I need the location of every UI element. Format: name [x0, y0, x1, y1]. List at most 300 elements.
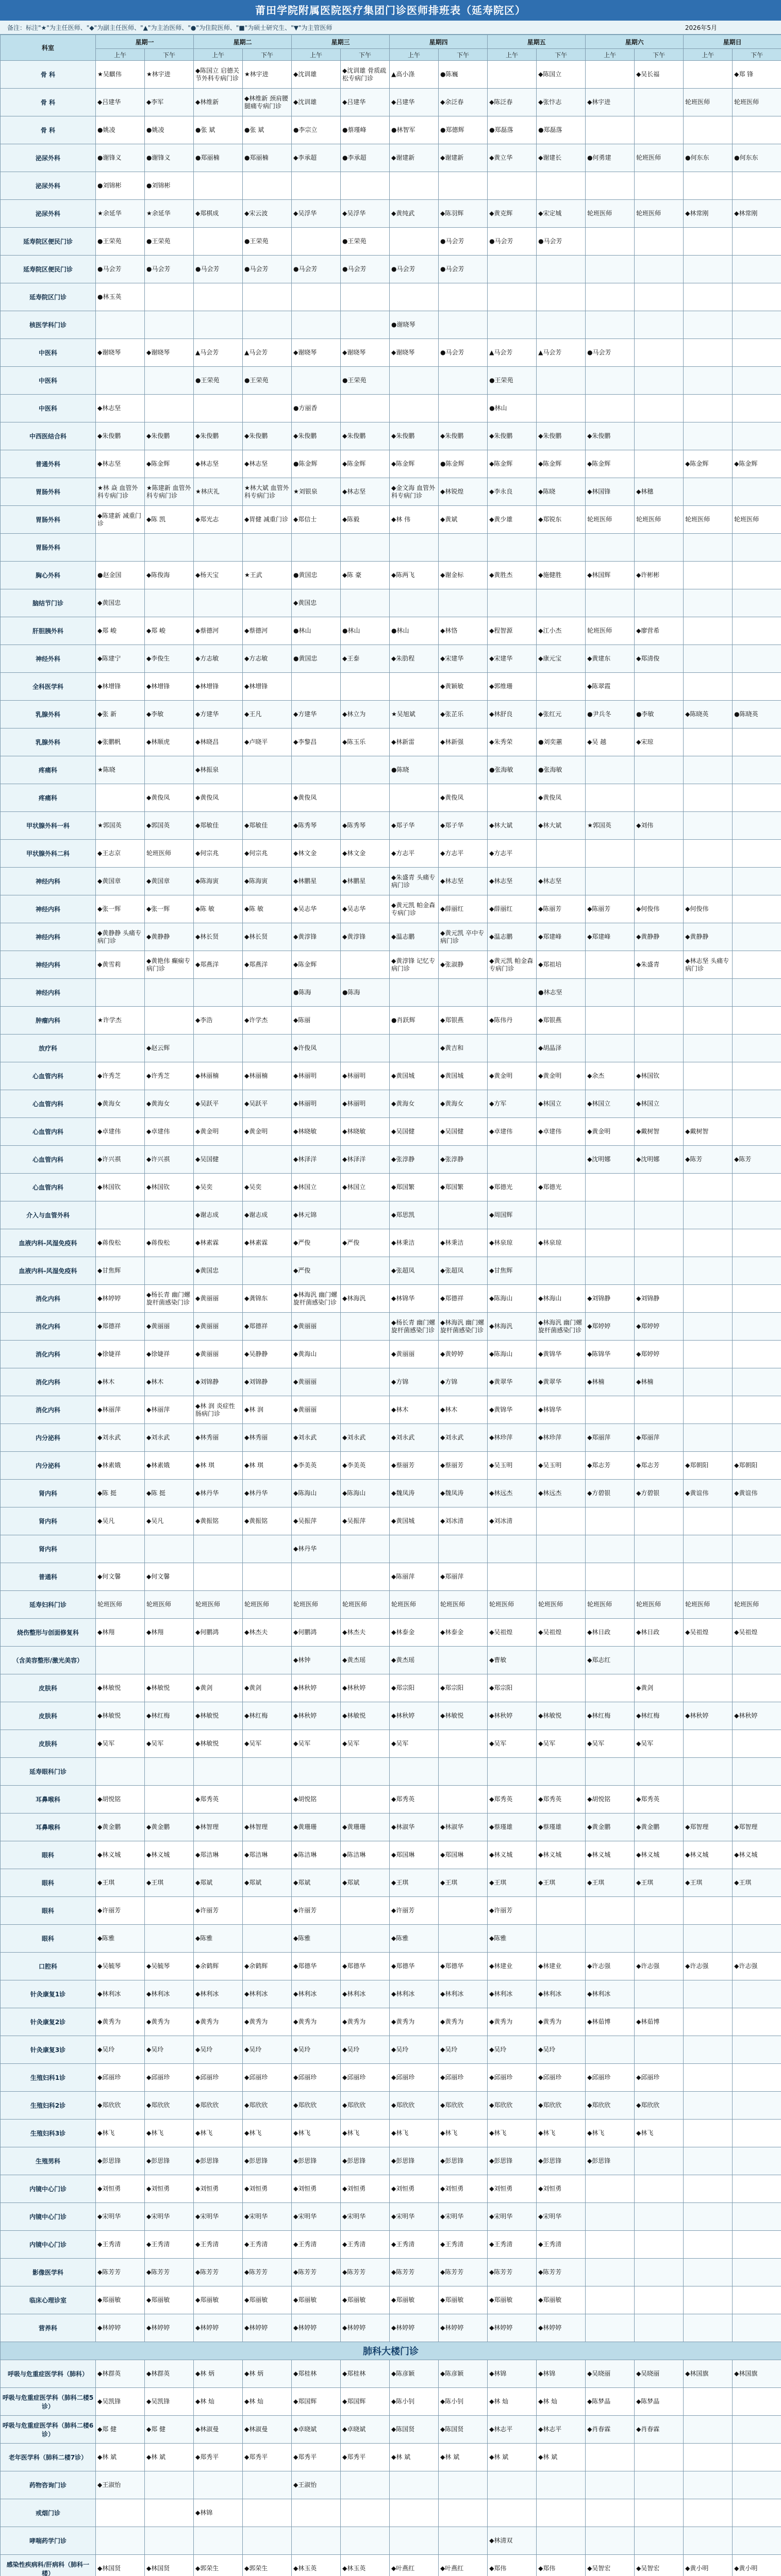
- schedule-cell: [684, 2008, 733, 2036]
- schedule-cell: [145, 1007, 194, 1035]
- schedule-cell: ◆郑宗阳: [488, 1674, 537, 1702]
- schedule-cell: [733, 2092, 781, 2120]
- schedule-cell: [684, 784, 733, 812]
- schedule-cell: [635, 422, 684, 450]
- table-row: [1, 756, 781, 784]
- table-row: [1, 2175, 781, 2203]
- schedule-cell: [145, 395, 194, 422]
- dept-cell: 哮喘药学门诊: [1, 2527, 96, 2555]
- dept-cell: （含美容整形/激光美容）: [1, 1647, 96, 1674]
- schedule-cell: ◆林飞: [635, 2120, 684, 2147]
- schedule-cell: [586, 1925, 635, 1953]
- schedule-cell: ◆陈丽萍: [390, 1563, 439, 1591]
- schedule-cell: ◆林淑曼: [243, 2416, 292, 2444]
- schedule-cell: ◆黄翠华: [488, 1368, 537, 1396]
- schedule-cell: ◆朱盛青 头痛专病门诊: [390, 868, 439, 895]
- schedule-cell: ◆张芷乐: [439, 701, 488, 728]
- schedule-cell: [635, 89, 684, 116]
- schedule-cell: [684, 283, 733, 311]
- schedule-cell: ◆林国钦: [96, 1174, 145, 1201]
- schedule-cell: [390, 1035, 439, 1062]
- dept-cell: 心血管内科: [1, 1062, 96, 1090]
- schedule-cell: ◆吴国健: [390, 1118, 439, 1146]
- schedule-cell: ◆方志平: [439, 840, 488, 868]
- schedule-cell: ◆郑欣欣: [488, 2092, 537, 2120]
- dept-cell: 肿瘤内科: [1, 1007, 96, 1035]
- dept-cell: 骨 科: [1, 89, 96, 116]
- schedule-cell: [733, 673, 781, 701]
- schedule-cell: [488, 1035, 537, 1062]
- schedule-cell: ◆朱俊鹏: [439, 422, 488, 450]
- schedule-cell: [733, 395, 781, 422]
- schedule-cell: [439, 1535, 488, 1563]
- schedule-cell: [488, 256, 537, 283]
- schedule-cell: ◆黄杰瑶: [341, 1647, 390, 1674]
- table-row: [1, 228, 781, 256]
- schedule-cell: ◆陈芳芳: [439, 2259, 488, 2286]
- schedule-cell: [733, 728, 781, 756]
- schedule-cell: ◆宋明华: [292, 2203, 341, 2231]
- dept-cell: 神经内科: [1, 979, 96, 1007]
- schedule-cell: ◆林茹博: [635, 2008, 684, 2036]
- schedule-cell: [635, 1897, 684, 1925]
- schedule-cell: ◆林常刚: [733, 200, 781, 228]
- schedule-cell: ◆吴玲: [145, 2036, 194, 2064]
- schedule-cell: ◆林利冰: [586, 1980, 635, 2008]
- schedule-cell: [292, 2527, 341, 2555]
- schedule-cell: [684, 1313, 733, 1341]
- schedule-cell: ◆张忭志: [537, 89, 586, 116]
- schedule-cell: 轮班医师: [684, 506, 733, 534]
- schedule-cell: ◆黄金明: [488, 1062, 537, 1090]
- table-row: [1, 1591, 781, 1619]
- schedule-cell: ◆许丽芳: [194, 1897, 243, 1925]
- table-row: [1, 478, 781, 506]
- schedule-cell: ◆陈芳: [684, 1146, 733, 1174]
- schedule-cell: ◆林秀丽: [243, 1424, 292, 1452]
- table-row: [1, 200, 781, 228]
- half-day-header-row: [1, 49, 781, 61]
- schedule-cell: ◆郑斌: [341, 1869, 390, 1897]
- schedule-cell: [684, 1174, 733, 1201]
- schedule-cell: [684, 311, 733, 339]
- schedule-cell: ◆陈雅: [194, 1925, 243, 1953]
- schedule-cell: ●刘锦彬: [145, 172, 194, 200]
- schedule-cell: ◆郭国英: [145, 812, 194, 840]
- schedule-cell: ◆黄丽丽: [194, 1313, 243, 1341]
- schedule-cell: [341, 311, 390, 339]
- schedule-cell: [243, 1786, 292, 1814]
- schedule-cell: ◆郑秀英: [488, 1786, 537, 1814]
- schedule-cell: ◆林楠: [635, 1368, 684, 1396]
- schedule-cell: ◆林飞: [341, 2120, 390, 2147]
- schedule-cell: [586, 868, 635, 895]
- dept-cell: 神经内科: [1, 951, 96, 979]
- schedule-cell: ◆林翔: [145, 1619, 194, 1647]
- dept-cell: 骨 科: [1, 61, 96, 89]
- schedule-cell: [733, 2527, 781, 2555]
- schedule-cell: ◆李永良: [488, 478, 537, 506]
- schedule-cell: [586, 2231, 635, 2259]
- table-row: [1, 701, 781, 728]
- schedule-cell: ◆谢晓琴: [96, 339, 145, 367]
- schedule-cell: ◆陈毅: [341, 506, 390, 534]
- schedule-cell: ◆黄金明: [586, 1118, 635, 1146]
- table-row: [1, 367, 781, 395]
- schedule-cell: [292, 2499, 341, 2527]
- schedule-cell: ◆林 斌: [145, 2444, 194, 2471]
- dept-cell: 皮肤科: [1, 1702, 96, 1730]
- schedule-cell: ◆邱丽珍: [488, 2064, 537, 2092]
- schedule-cell: ◆卓晓斌: [292, 2416, 341, 2444]
- pm-header: 下午: [341, 49, 390, 61]
- schedule-cell: ★郭国英: [586, 812, 635, 840]
- schedule-cell: ◆刘永武: [341, 1424, 390, 1452]
- schedule-cell: ◆林智理: [243, 1814, 292, 1841]
- schedule-cell: ◆林素霖: [243, 1229, 292, 1257]
- schedule-cell: [733, 311, 781, 339]
- schedule-cell: ◆林锐煌: [439, 478, 488, 506]
- schedule-cell: [733, 2388, 781, 2416]
- schedule-cell: ◆王琪: [684, 1869, 733, 1897]
- schedule-cell: ◆吴玲: [96, 2036, 145, 2064]
- schedule-cell: ◆林泰金: [390, 1619, 439, 1647]
- schedule-cell: ◆林志坚: [243, 450, 292, 478]
- schedule-cell: ◆陈玉乐: [341, 728, 390, 756]
- table-row: [1, 506, 781, 534]
- schedule-cell: [733, 283, 781, 311]
- schedule-cell: ◆郑朝阳: [684, 1452, 733, 1480]
- schedule-cell: ◆李浩: [194, 1007, 243, 1035]
- schedule-cell: ◆郑子华: [390, 812, 439, 840]
- schedule-cell: [733, 2259, 781, 2286]
- schedule-cell: [635, 840, 684, 868]
- schedule-cell: ◆吴玲: [439, 2036, 488, 2064]
- schedule-cell: [684, 1424, 733, 1452]
- table-row: [1, 1480, 781, 1507]
- schedule-cell: [684, 2120, 733, 2147]
- schedule-cell: ◆施健胜: [537, 562, 586, 589]
- schedule-cell: [635, 2314, 684, 2342]
- schedule-cell: [733, 1396, 781, 1424]
- schedule-cell: [733, 1925, 781, 1953]
- table-row: [1, 1925, 781, 1953]
- schedule-cell: 轮班医师: [684, 89, 733, 116]
- schedule-cell: [341, 1201, 390, 1229]
- schedule-cell: [733, 1647, 781, 1674]
- schedule-cell: ◆陈海山: [488, 1341, 537, 1368]
- schedule-cell: ◆林婷婷: [243, 2314, 292, 2342]
- schedule-cell: [684, 2092, 733, 2120]
- pm-header: 下午: [439, 49, 488, 61]
- schedule-cell: ◆林秉洁: [439, 1229, 488, 1257]
- schedule-cell: [341, 784, 390, 812]
- schedule-cell: ◆王秀清: [194, 2231, 243, 2259]
- schedule-cell: ◆郑斌: [194, 1869, 243, 1897]
- schedule-cell: ◆林婷婷: [145, 2314, 194, 2342]
- schedule-cell: 轮班医师: [145, 1591, 194, 1619]
- schedule-cell: ◆林国立: [635, 1090, 684, 1118]
- schedule-cell: ◆陈金辉: [488, 450, 537, 478]
- schedule-cell: ◆许兴祺: [145, 1146, 194, 1174]
- schedule-cell: ◆吴振萍: [341, 1507, 390, 1535]
- schedule-cell: ●李承超: [341, 144, 390, 172]
- schedule-cell: ◆林增锋: [194, 673, 243, 701]
- schedule-cell: 轮班医师: [635, 506, 684, 534]
- schedule-cell: ◆王琪: [439, 1869, 488, 1897]
- schedule-cell: ◆何宗兆: [194, 840, 243, 868]
- schedule-cell: [243, 756, 292, 784]
- schedule-cell: ◆吴跃平: [243, 1090, 292, 1118]
- schedule-cell: ◆林顺虎: [145, 728, 194, 756]
- schedule-cell: ●马会芳: [194, 256, 243, 283]
- pm-header: 下午: [733, 49, 781, 61]
- schedule-cell: ◆方建华: [292, 701, 341, 728]
- schedule-cell: [684, 2259, 733, 2286]
- schedule-cell: ◆彭思锋: [390, 2147, 439, 2175]
- schedule-cell: [243, 2527, 292, 2555]
- schedule-cell: [145, 2471, 194, 2499]
- schedule-cell: [635, 228, 684, 256]
- schedule-cell: ◆宋明华: [96, 2203, 145, 2231]
- schedule-cell: ◆郑丽敏: [341, 2286, 390, 2314]
- schedule-cell: ◆林敏悦: [439, 1702, 488, 1730]
- dept-cell: 生殖妇科3诊: [1, 2120, 96, 2147]
- day-header: 星期日: [684, 35, 781, 49]
- table-row: [1, 2555, 781, 2576]
- schedule-cell: ◆肖春霖: [635, 2416, 684, 2444]
- schedule-cell: ◆谢晓琴: [145, 339, 194, 367]
- schedule-cell: ◆郑银燕: [439, 1007, 488, 1035]
- schedule-cell: ◆林海汎 幽门螺旋杆菌感染门诊: [292, 1285, 341, 1313]
- schedule-cell: ◆林丽明: [292, 1062, 341, 1090]
- schedule-cell: ▲马会芳: [537, 339, 586, 367]
- schedule-cell: [390, 2499, 439, 2527]
- schedule-cell: ◆邱丽珍: [439, 2064, 488, 2092]
- dept-cell: 感染性疾病科/肝病科（肺科一楼）: [1, 2555, 96, 2576]
- schedule-cell: ◆林义城: [635, 1841, 684, 1869]
- schedule-cell: [684, 2527, 733, 2555]
- schedule-cell: ◆林飞: [439, 2120, 488, 2147]
- dept-cell: 中医科: [1, 339, 96, 367]
- schedule-cell: [635, 2036, 684, 2064]
- dept-cell: 内分泌科: [1, 1424, 96, 1452]
- schedule-cell: ◆魏凤涛: [390, 1480, 439, 1507]
- schedule-cell: ●王荣苑: [194, 367, 243, 395]
- schedule-cell: [341, 1313, 390, 1341]
- table-row: [1, 562, 781, 589]
- schedule-cell: ◆陈雅: [488, 1925, 537, 1953]
- dept-cell: 延寿眼科门诊: [1, 1758, 96, 1786]
- schedule-cell: [635, 534, 684, 562]
- am-header: 上午: [488, 49, 537, 61]
- schedule-cell: ★陈建新 血管外科专病门诊: [145, 478, 194, 506]
- schedule-cell: ◆林国旗: [733, 2360, 781, 2388]
- schedule-cell: ◆邱丽珍: [390, 2064, 439, 2092]
- schedule-cell: [684, 1980, 733, 2008]
- schedule-cell: ◆郑 峻: [145, 617, 194, 645]
- schedule-cell: ◆陈羽辉: [439, 200, 488, 228]
- schedule-cell: [390, 534, 439, 562]
- schedule-cell: ◆林 斌: [488, 2444, 537, 2471]
- schedule-cell: ◆程智源: [488, 617, 537, 645]
- schedule-cell: ●谢锋义: [145, 144, 194, 172]
- schedule-cell: ●马会芳: [390, 256, 439, 283]
- schedule-cell: [537, 840, 586, 868]
- schedule-cell: ◆林婷婷: [439, 2314, 488, 2342]
- pm-header: 下午: [537, 49, 586, 61]
- schedule-cell: ◆朱俊鹏: [341, 422, 390, 450]
- schedule-cell: ●林山: [488, 395, 537, 422]
- schedule-cell: ◆邱丽珍: [243, 2064, 292, 2092]
- schedule-cell: [684, 1396, 733, 1424]
- schedule-cell: [635, 1035, 684, 1062]
- schedule-cell: [145, 311, 194, 339]
- schedule-cell: ◆郑国辉: [292, 2388, 341, 2416]
- schedule-cell: [733, 1285, 781, 1313]
- schedule-cell: ●马会芳: [586, 339, 635, 367]
- schedule-cell: ●何勇建: [586, 144, 635, 172]
- schedule-cell: ◆宋云波: [243, 200, 292, 228]
- schedule-cell: 轮班医师: [733, 89, 781, 116]
- schedule-cell: ◆方锦: [439, 1368, 488, 1396]
- schedule-cell: [586, 1174, 635, 1201]
- schedule-cell: [194, 395, 243, 422]
- table-row: [1, 2231, 781, 2259]
- schedule-cell: ◆吕建华: [96, 89, 145, 116]
- schedule-cell: ◆黄海山: [292, 1341, 341, 1368]
- schedule-cell: [635, 1980, 684, 2008]
- schedule-cell: [439, 172, 488, 200]
- schedule-cell: ◆刘锦静: [635, 1285, 684, 1313]
- schedule-cell: ◆林利冰: [488, 1980, 537, 2008]
- schedule-cell: ◆郑智理: [684, 1814, 733, 1841]
- am-header: 上午: [96, 49, 145, 61]
- schedule-cell: ◆林珍萍: [488, 1424, 537, 1452]
- schedule-cell: ◆林宇进: [586, 89, 635, 116]
- schedule-cell: ◆黄秀为: [390, 2008, 439, 2036]
- schedule-cell: ◆黄胜杰: [488, 562, 537, 589]
- schedule-cell: [145, 1786, 194, 1814]
- schedule-cell: ◆王秀清: [439, 2231, 488, 2259]
- schedule-cell: ◆温志鹏: [390, 923, 439, 951]
- schedule-cell: ◆陈秀琴: [292, 812, 341, 840]
- schedule-cell: ◆林穗: [635, 478, 684, 506]
- dept-cell: 甲状腺外科二科: [1, 840, 96, 868]
- schedule-cell: [733, 2444, 781, 2471]
- table-row: [1, 589, 781, 617]
- schedule-cell: ◆吴军: [635, 1730, 684, 1758]
- schedule-cell: [733, 1730, 781, 1758]
- schedule-cell: ◆许秀芝: [96, 1062, 145, 1090]
- schedule-cell: ●谢锋义: [96, 144, 145, 172]
- schedule-cell: ◆方锦: [390, 1368, 439, 1396]
- schedule-cell: ◆林义城: [586, 1841, 635, 1869]
- schedule-cell: [292, 172, 341, 200]
- schedule-cell: ◆林 斌: [537, 2444, 586, 2471]
- schedule-cell: ●林智军: [390, 116, 439, 144]
- schedule-cell: ◆郑祖培: [537, 951, 586, 979]
- schedule-cell: ◆王琪: [145, 1869, 194, 1897]
- schedule-cell: ◆王秀清: [341, 2231, 390, 2259]
- schedule-cell: ◆郑丽敏: [292, 2286, 341, 2314]
- schedule-cell: ◆林志坚: [439, 868, 488, 895]
- schedule-cell: ◆蒋俊松: [96, 1229, 145, 1257]
- schedule-cell: ◆陈 敏: [194, 895, 243, 923]
- schedule-cell: [292, 673, 341, 701]
- dept-cell: 心血管内科: [1, 1174, 96, 1201]
- dept-cell: 生殖妇科1诊: [1, 2064, 96, 2092]
- schedule-cell: [194, 1758, 243, 1786]
- schedule-cell: ◆黄艳伟 癫痫专病门诊: [145, 951, 194, 979]
- schedule-cell: ◆郑秀平: [194, 2444, 243, 2471]
- schedule-cell: [733, 172, 781, 200]
- dept-cell: 生殖男科: [1, 2147, 96, 2175]
- schedule-cell: ◆黄静静: [635, 923, 684, 951]
- table-row: [1, 1257, 781, 1285]
- schedule-cell: ◆谢晓琴: [292, 339, 341, 367]
- schedule-cell: [488, 979, 537, 1007]
- schedule-cell: [733, 1341, 781, 1368]
- schedule-cell: [96, 534, 145, 562]
- schedule-cell: [390, 589, 439, 617]
- schedule-cell: ◆余鹤辉: [243, 1953, 292, 1980]
- table-row: [1, 1146, 781, 1174]
- table-row: [1, 2471, 781, 2499]
- schedule-cell: ◆郑宗阳: [390, 1674, 439, 1702]
- schedule-cell: ●郑磊落: [488, 116, 537, 144]
- schedule-cell: ◆郑秀平: [292, 2444, 341, 2471]
- table-row: [1, 868, 781, 895]
- schedule-cell: ●张 斌: [194, 116, 243, 144]
- schedule-cell: ◆陈海山: [341, 1480, 390, 1507]
- schedule-cell: ◆陈梦晶: [635, 2388, 684, 2416]
- schedule-cell: ◆林红梅: [635, 1702, 684, 1730]
- schedule-cell: ◆朱俊鹏: [243, 422, 292, 450]
- schedule-cell: ◆方志敏: [243, 645, 292, 673]
- dept-cell: 皮肤科: [1, 1730, 96, 1758]
- dept-cell: 普通科: [1, 1563, 96, 1591]
- schedule-cell: ◆郑秀英: [635, 1786, 684, 1814]
- schedule-cell: ◆曹敏: [488, 1647, 537, 1674]
- schedule-cell: [684, 1257, 733, 1285]
- schedule-cell: ◆沈明娜: [586, 1146, 635, 1174]
- schedule-cell: ◆陈秀琴: [341, 812, 390, 840]
- schedule-cell: ◆彭思锋: [488, 2147, 537, 2175]
- schedule-cell: [488, 172, 537, 200]
- schedule-cell: ◆黄纯武: [390, 200, 439, 228]
- schedule-cell: ◆陈建新 减重门诊: [96, 506, 145, 534]
- schedule-cell: [733, 2231, 781, 2259]
- schedule-cell: [341, 1786, 390, 1814]
- schedule-cell: ◆郑宗阳: [439, 1674, 488, 1702]
- schedule-cell: 轮班医师: [96, 1591, 145, 1619]
- schedule-cell: ●陈海: [292, 979, 341, 1007]
- dept-cell: 临床心理诊室: [1, 2286, 96, 2314]
- schedule-cell: ◆林珍萍: [537, 1424, 586, 1452]
- schedule-cell: ◆卢晓平: [243, 728, 292, 756]
- schedule-cell: ◆黄剑: [194, 1674, 243, 1702]
- schedule-cell: ◆林 伟: [390, 506, 439, 534]
- schedule-cell: [635, 1535, 684, 1563]
- schedule-cell: [243, 172, 292, 200]
- schedule-cell: [390, 1535, 439, 1563]
- schedule-cell: ◆吴浮华: [341, 200, 390, 228]
- table-row: [1, 339, 781, 367]
- schedule-cell: ◆陈海山: [292, 1480, 341, 1507]
- schedule-cell: ◆刘冰清: [439, 1507, 488, 1535]
- schedule-cell: ◆林秀丽: [194, 1424, 243, 1452]
